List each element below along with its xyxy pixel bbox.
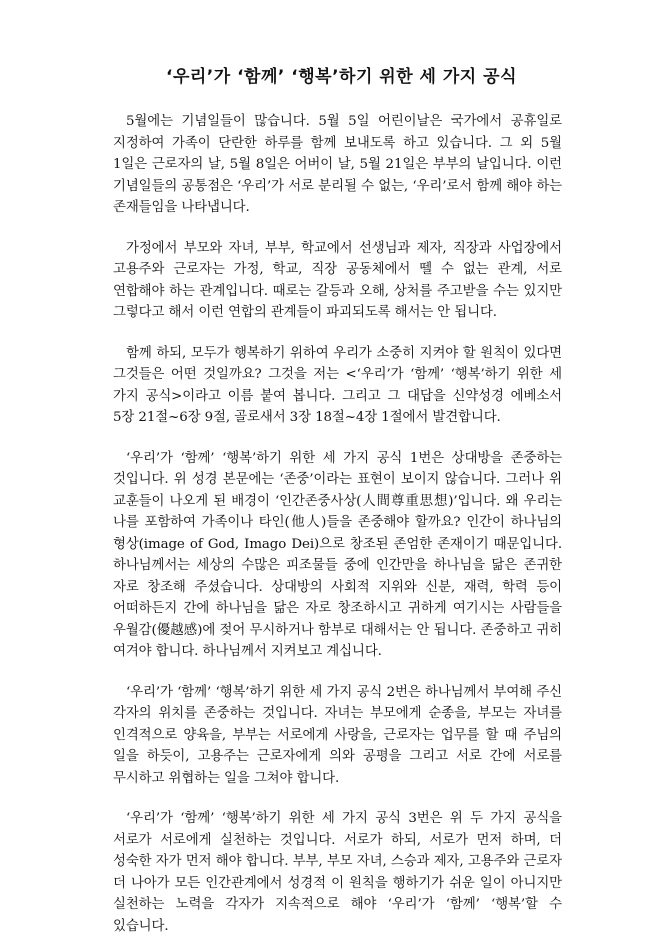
paragraph-3: 함께 하되, 모두가 행복하기 위하여 우리가 소중히 지켜야 할 원칙이 있다면 그것들은 어떤 것일까요? 그것을 저는 <‘우리’가 ‘함께’ ‘행복’하기 위한 세 가지 공식>이라고 이름 붙여 봅니다. 그리고 그 대답을 신약성경 에베소서 5장 21절~6장 9절, 골로새서 3장 18절~4장 1절에서 발견합니다. [113, 345, 562, 425]
paragraph-1: 5월에는 기념일들이 많습니다. 5월 5일 어린이날은 국가에서 공휴일로 지정하여 가족이 단란한 하루를 함께 보내도록 하고 있습니다. 그 외 5월 1일은 근로자의 날, 5월 8일은 어버이 날, 5월 21일은 부부의 날입니다. 이런 기념일들의 공통점은 ‘우리’가 서로 분리될 수 없는, ‘우리’로서 함께 해야 하는 존재들임을 나타냅니다. [113, 114, 562, 215]
document-title: ‘우리’가 ‘함께’ ‘행복’하기 위한 세 가지 공식 [165, 67, 517, 87]
paragraph-6: ‘우리’가 ‘함께’ ‘행복’하기 위한 세 가지 공식 3번은 위 두 가지 공식을 서로가 서로에게 실천하는 것입니다. 서로가 하되, 서로가 먼저 하며, 더 성숙한 자가 먼저 해야 합니다. 부부, 부모 자녀, 스승과 제자, 고용주와 근로자 더 나아가 모든 인간관계에서 성경적 이 원칙을 행하기가 쉬운 일이 아니지만 실천하는 노력을 각자가 지속적으로 해야 ‘우리’가 ‘함께’ ‘행복’할 수 있습니다. [113, 811, 562, 934]
paragraph-4: ‘우리’가 ‘함께’ ‘행복’하기 위한 세 가지 공식 1번은 상대방을 존중하는 것입니다. 위 성경 본문에는 ‘존중’이라는 표현이 보이지 않습니다. 그러나 위 교훈들이 나오게 된 배경이 ‘인간존중사상(人間尊重思想)’입니다. 왜 우리는 나를 포함하여 가족이나 타인(他人)들을 존중해야 할까요? 인간이 하나님의 형상(image of God, Imago Dei)으로 창조된 존엄한 존재이기 때문입니다. 하나님께서는 세상의 수많은 피조물들 중에 인간만을 하나님을 닮은 존귀한 자로 창조해 주셨습니다. 상대방의 사회적 지위와 신분, 재력, 학력 등이 어떠하든지 간에 하나님을 닮은 자로 창조하시고 귀하게 여기시는 사람들을 우월감(優越感)에 젖어 무시하거나 함부로 대해서는 안 됩니다. 존중하고 귀히 여겨야 합니다. 하나님께서 지켜보고 계십니다. [113, 450, 562, 659]
paragraph-2: 가정에서 부모와 자녀, 부부, 학교에서 선생님과 제자, 직장과 사업장에서 고용주와 근로자는 가정, 학교, 직장 공동체에서 뗄 수 없는 관계, 서로 연합해야 하는 관계입니다. 때로는 갈등과 오해, 상처를 주고받을 수는 있지만 그렇다고 해서 이런 연합의 관계들이 파괴되도록 해서는 안 됩니다. [113, 240, 562, 320]
paragraph-5: ‘우리’가 ‘함께’ ‘행복’하기 위한 세 가지 공식 2번은 하나님께서 부여해 주신 각자의 위치를 존중하는 것입니다. 자녀는 부모에게 순종을, 부모는 자녀를 인격적으로 양육을, 부부는 서로에게 사랑을, 근로자는 업무를 할 때 주님의 일을 하듯이, 고용주는 근로자에게 의와 공평을 그리고 서로 간에 서로를 무시하고 위협하는 일을 그쳐야 합니다. [113, 684, 562, 786]
